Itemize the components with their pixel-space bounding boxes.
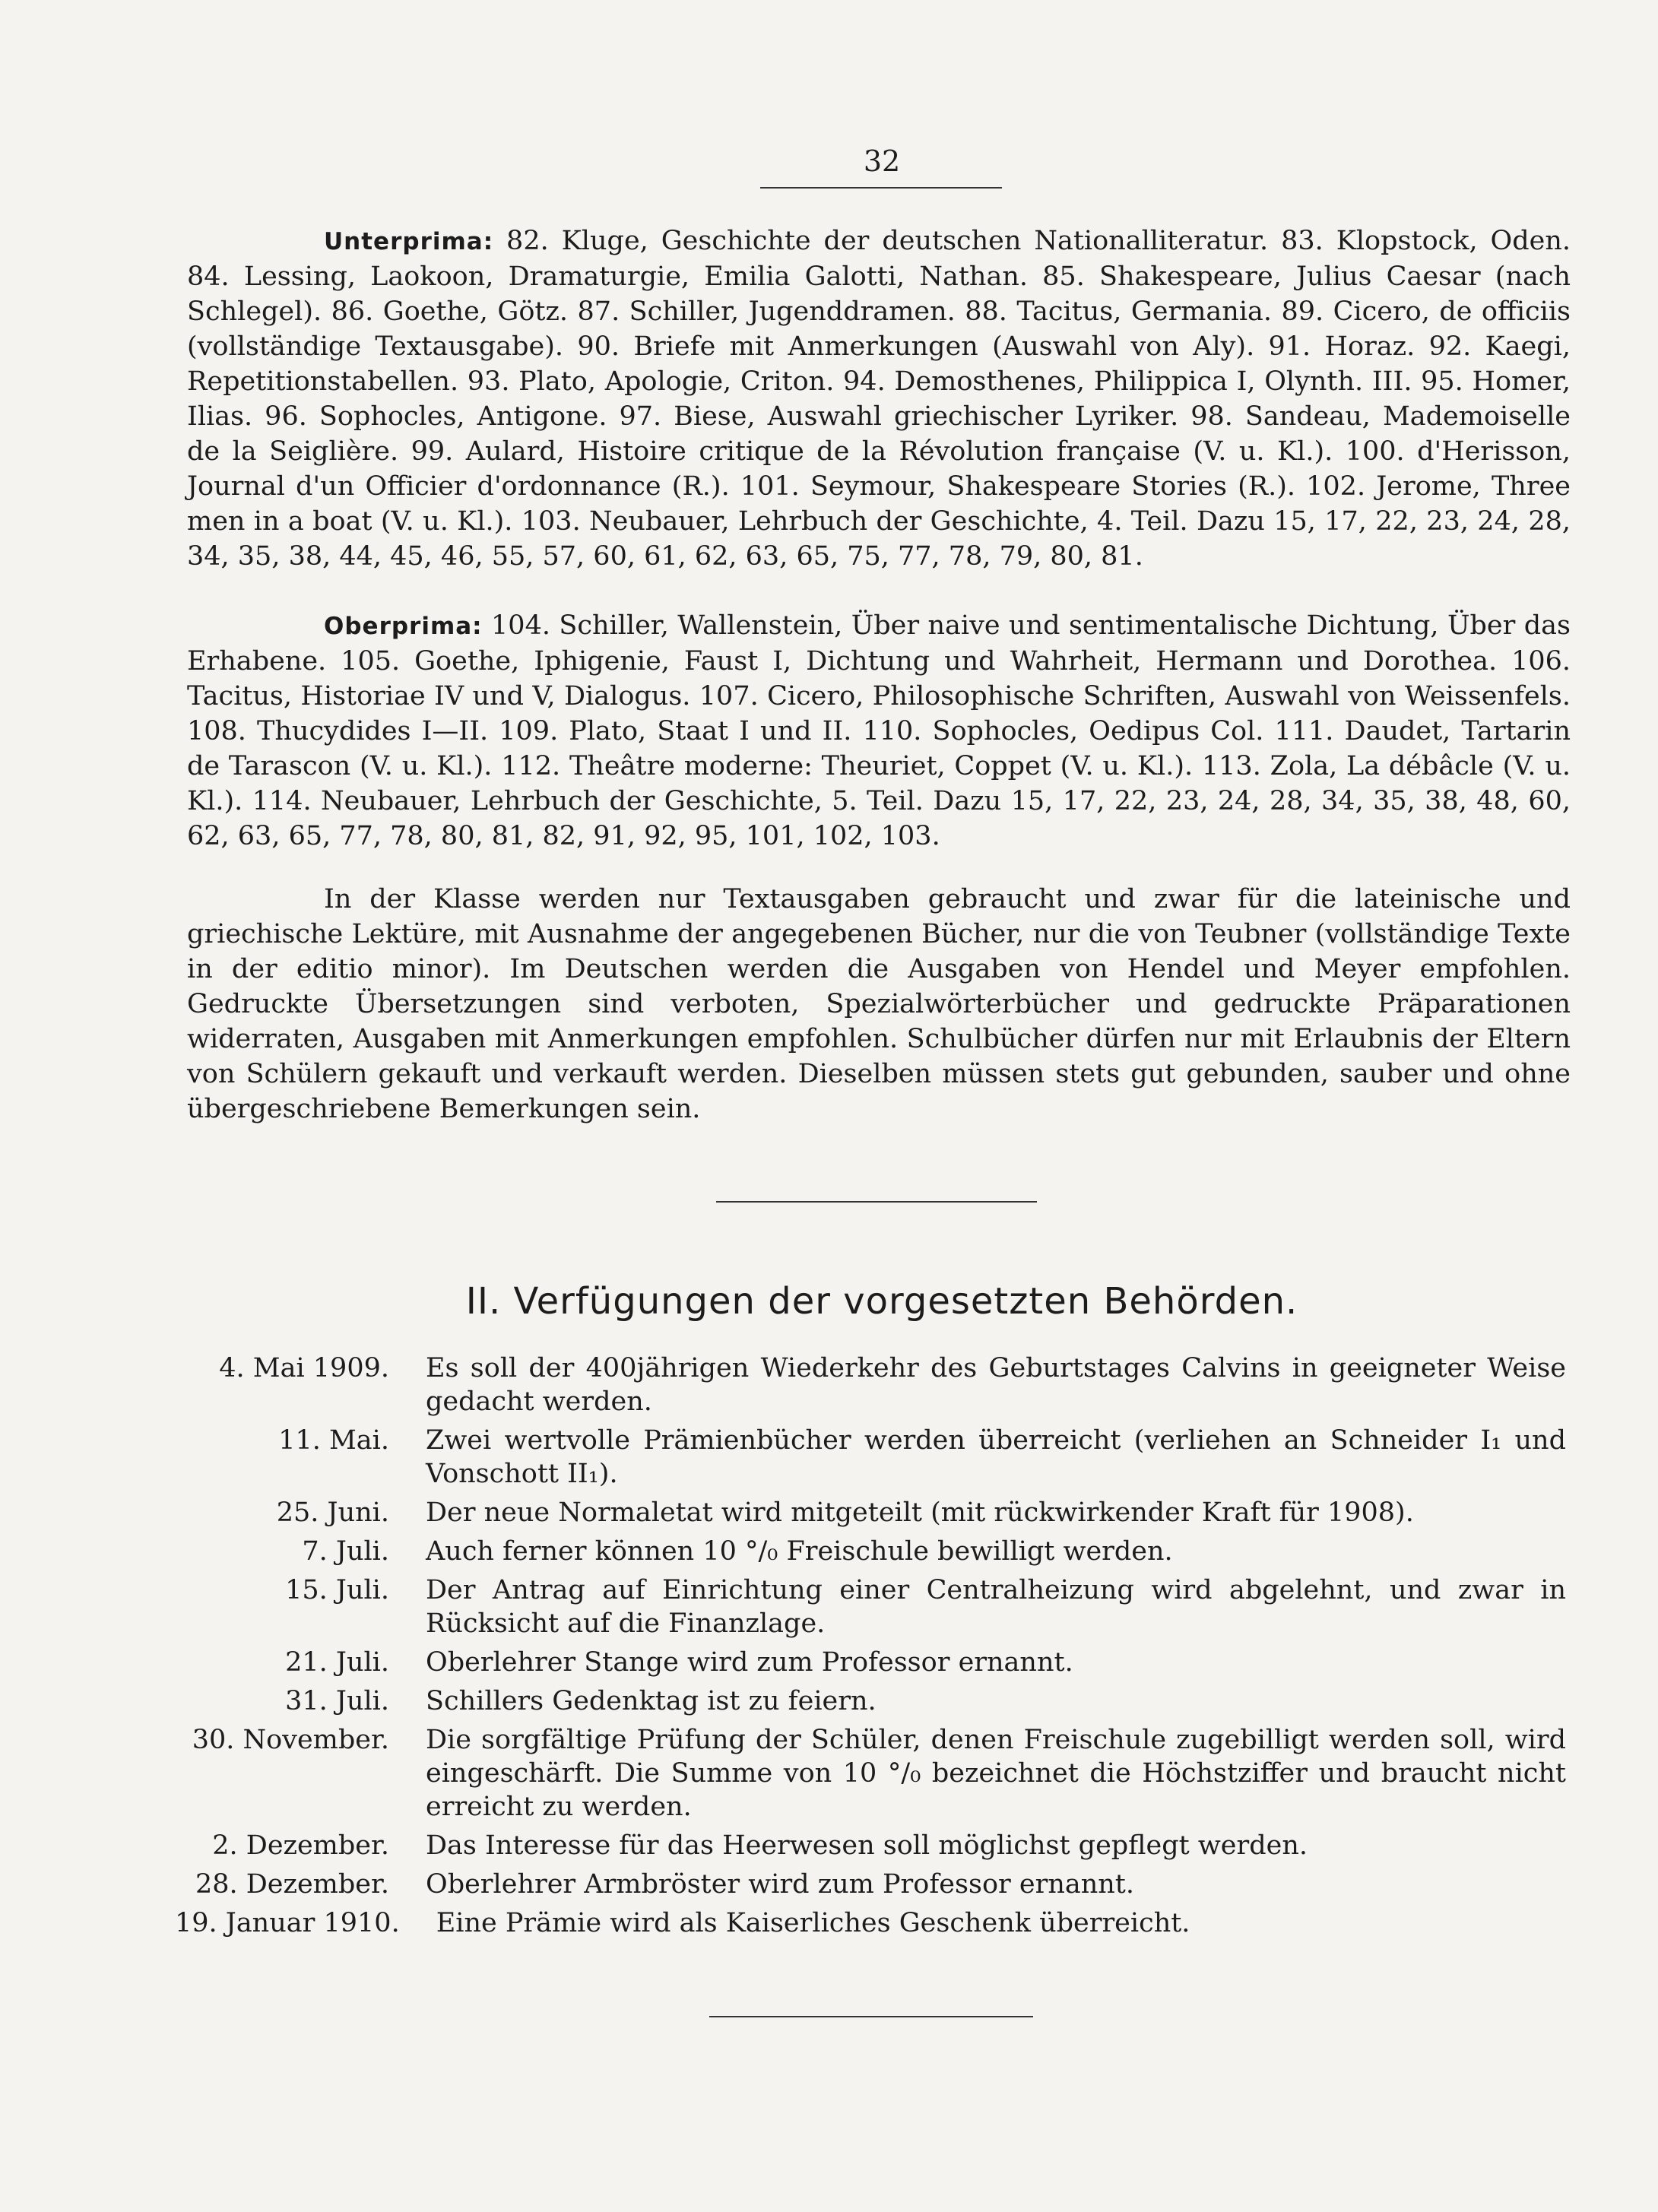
decree-date: 19. Januar 1910. — [175, 1908, 400, 1938]
decree-text: Der neue Normaletat wird mitgeteilt (mit rückwirkender Kraft für 1908). — [426, 1497, 1414, 1528]
page-number: 32 — [863, 144, 901, 178]
decree-entry — [175, 1868, 1566, 1901]
decree-date: 15. Juli. — [285, 1575, 389, 1605]
decree-text: Oberlehrer Stange wird zum Professor ernannt. — [426, 1647, 1073, 1678]
decree-text: Das Interesse für das Heerwesen soll möglichst gepflegt werden. — [426, 1830, 1308, 1861]
decree-entry — [175, 1723, 1566, 1824]
decree-date: 11. Mai. — [278, 1425, 389, 1456]
decree-entry — [175, 1535, 1566, 1568]
decree-text: Eine Prämie wird als Kaiserliches Geschenk überreicht. — [436, 1908, 1190, 1938]
textbook-note-paragraph — [187, 882, 1571, 1127]
decree-text: Zwei wertvolle Prämienbücher werden überreicht (verliehen an Schneider I₁ und Vonschott II₁). — [426, 1425, 1566, 1489]
decree-text: Auch ferner können 10 °/₀ Freischule bewilligt werden. — [426, 1536, 1173, 1567]
header-rule — [760, 187, 1002, 189]
decree-text: Schillers Gedenktag ist zu feiern. — [426, 1686, 877, 1716]
decree-entry — [175, 1352, 1566, 1418]
decree-entry — [175, 1829, 1566, 1862]
oberprima-text: 104. Schiller, Wallenstein, Über naive und sentimentalische Dichtung, Über das Erhabene. 105. Goethe, Iphigenie, Faust I, Dichtung und Wahrheit, Hermann und Dorothea. 106. Tacitus, Historiae IV und V, Dialogus. 107. Cicero, Philosophische Schriften, Auswahl von Weissenfels. 108. Thucydides I—II. 109. Plato, Staat I und II. 110. Sophocles, Oedipus Col. 111. Daudet, Tartarin de Tarascon (V. u. Kl.). 112. Theâtre moderne: Theuriet, Coppet (V. u. Kl.). 113. Zola, La débâcle (V. u. Kl.). 114. Neubauer, Lehrbuch der Geschichte, 5. Teil. Dazu 15, 17, 22, 23, 24, 28, 34, 35, 38, 48, 60, 62, 63, 65, 77, 78, 80, 81, 82, 91, 92, 95, 101, 102, 103. — [187, 610, 1571, 851]
decree-date: 28. Dezember. — [195, 1869, 389, 1900]
decree-entry — [175, 1684, 1566, 1718]
section-heading: II. Verfügungen der vorgesetzten Behörden. — [465, 1280, 1298, 1323]
textbook-note-text: In der Klasse werden nur Textausgaben gebraucht und zwar für die lateinische und griechische Lektüre, mit Ausnahme der angegebenen Bücher, nur die von Teubner (vollständige Texte in der editio minor). Im Deutschen werden die Ausgaben von Hendel und Meyer empfohlen. Gedruckte Übersetzungen sind verboten, Spezialwörterbücher und gedruckte Präparationen widerraten, Ausgaben mit Anmerkungen empfohlen. Schulbücher dürfen nur mit Erlaubnis der Eltern von Schülern gekauft und verkauft werden. Dieselben müssen stets gut gebunden, sauber und ohne übergeschriebene Bemerkungen sein. — [187, 884, 1571, 1124]
decree-entry — [175, 1906, 1566, 1940]
decree-date: 7. Juli. — [302, 1536, 389, 1567]
section-divider — [716, 1201, 1037, 1203]
decree-entry — [175, 1646, 1566, 1679]
decree-date: 2. Dezember. — [212, 1830, 389, 1861]
decree-date: 30. November. — [192, 1725, 389, 1755]
oberprima-label: Oberprima: — [324, 613, 483, 640]
decree-entry — [175, 1496, 1566, 1529]
decree-entry — [175, 1424, 1566, 1491]
decree-text: Die sorgfältige Prüfung der Schüler, denen Freischule zugebilligt werden soll, wird eingeschärft. Die Summe von 10 °/₀ bezeichnet die Höchstziffer und braucht nicht erreicht zu werden. — [426, 1725, 1566, 1822]
decree-list — [175, 1352, 1566, 1945]
oberprima-paragraph — [187, 608, 1571, 854]
unterprima-paragraph — [187, 223, 1571, 574]
decree-date: 25. Juni. — [276, 1497, 389, 1528]
decree-date: 4. Mai 1909. — [219, 1353, 389, 1383]
footer-rule — [709, 2016, 1033, 2017]
decree-text: Es soll der 400jährigen Wiederkehr des Geburtstages Calvins in geeigneter Weise gedacht werden. — [426, 1353, 1566, 1417]
unterprima-label: Unterprima: — [324, 228, 494, 255]
decree-text: Oberlehrer Armbröster wird zum Professor ernannt. — [426, 1869, 1134, 1900]
decree-date: 31. Juli. — [285, 1686, 389, 1716]
decree-entry — [175, 1573, 1566, 1640]
decree-text: Der Antrag auf Einrichtung einer Centralheizung wird abgelehnt, und zwar in Rücksicht auf die Finanzlage. — [426, 1575, 1566, 1639]
unterprima-text: 82. Kluge, Geschichte der deutschen Nationalliteratur. 83. Klopstock, Oden. 84. Lessing, Laokoon, Dramaturgie, Emilia Galotti, Nathan. 85. Shakespeare, Julius Caesar (nach Schlegel). 86. Goethe, Götz. 87. Schiller, Jugenddramen. 88. Tacitus, Germania. 89. Cicero, de officiis (vollständige Textausgabe). 90. Briefe mit Anmerkungen (Auswahl von Aly). 91. Horaz. 92. Kaegi, Repetitionstabellen. 93. Plato, Apologie, Criton. 94. Demosthenes, Philippica I, Olynth. III. 95. Homer, Ilias. 96. Sophocles, Antigone. 97. Biese, Auswahl griechischer Lyriker. 98. Sandeau, Mademoiselle de la Seiglière. 99. Aulard, Histoire critique de la Révolution française (V. u. Kl.). 100. d'Herisson, Journal d'un Officier d'ordonnance (R.). 101. Seymour, Shakespeare Stories (R.). 102. Jerome, Three men in a boat (V. u. Kl.). 103. Neubauer, Lehrbuch der Geschichte, 4. Teil. Dazu 15, 17, 22, 23, 24, 28, 34, 35, 38, 44, 45, 46, 55, 57, 60, 61, 62, 63, 65, 75, 77, 78, 79, 80, 81. — [187, 226, 1571, 572]
decree-date: 21. Juli. — [285, 1647, 389, 1678]
